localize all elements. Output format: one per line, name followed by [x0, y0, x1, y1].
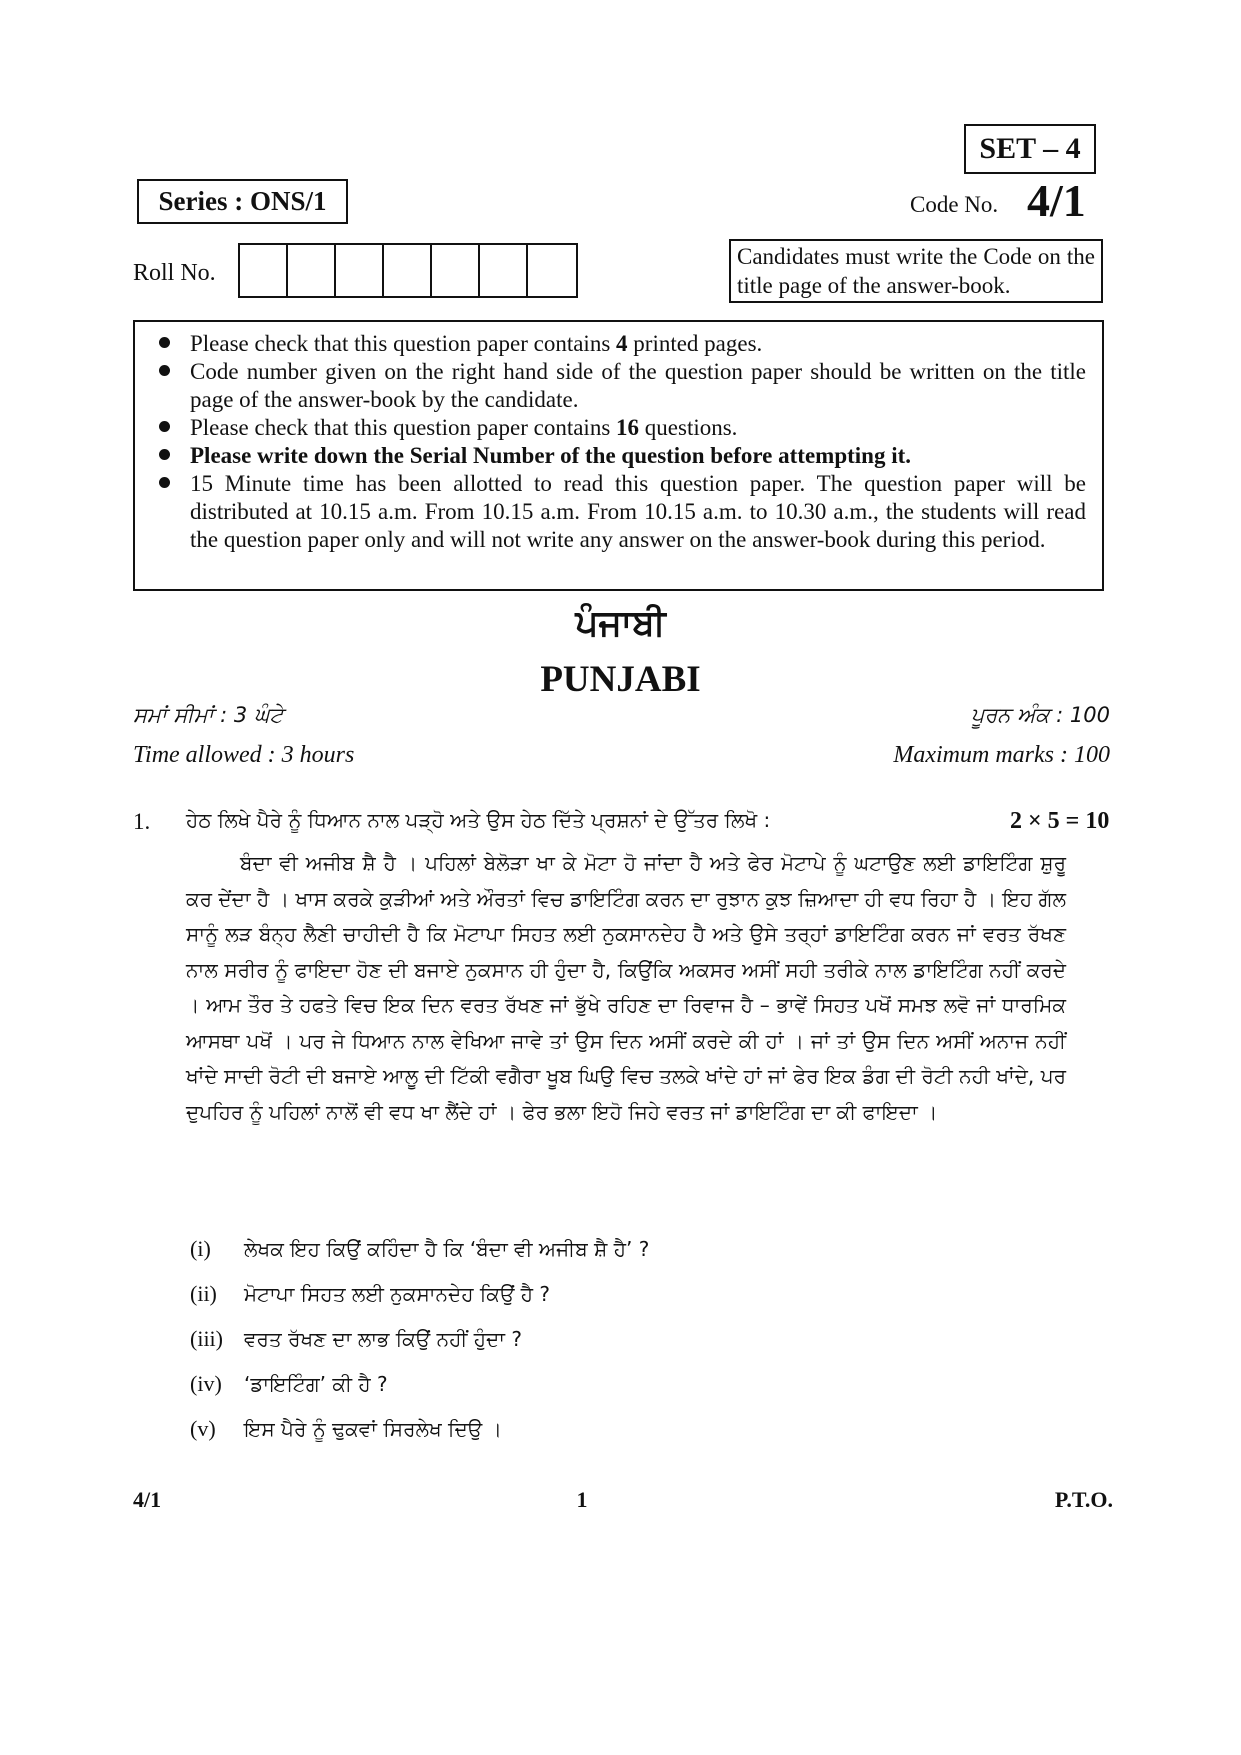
title-english: PUNJABI — [540, 659, 701, 700]
instruction-item: 15 Minute time has been allotted to read this question paper. The question paper will be distributed at 10.15 a.m. From 10.15 a.m. From 10.15 a.m. to 10.30 a.m., the students will read the question paper only and will not write any answer on the answer-book during this period. — [151, 470, 1086, 554]
sub-question-text: ਲੇਖਕ ਇਹ ਕਿਉਂ ਕਹਿੰਦਾ ਹੈ ਕਿ ‘ਬੰਦਾ ਵੀ ਅਜੀਬ ਸ਼ੈ ਹੈ’ ? — [244, 1237, 650, 1261]
max-marks-english: Maximum marks : 100 — [893, 742, 1110, 768]
sub-question-text: ‘ਡਾਇਟਿੰਗ’ ਕੀ ਹੈ ? — [244, 1372, 388, 1396]
bullet-icon — [159, 421, 170, 432]
passage: ਬੰਦਾ ਵੀ ਅਜੀਬ ਸ਼ੈ ਹੈ । ਪਹਿਲਾਂ ਬੇਲੋੜਾ ਖਾ ਕੇ ਮੋਟਾ ਹੋ ਜਾਂਦਾ ਹੈ ਅਤੇ ਫੇਰ ਮੋਟਾਪੇ ਨੂੰ ਘਟਾਉਣ ਲਈ ਡਾਇਟਿੰਗ ਸ਼ੁਰੂ ਕਰ ਦੇਂਦਾ ਹੈ । ਖਾਸ ਕਰਕੇ ਕੁੜੀਆਂ ਅਤੇ ਔਰਤਾਂ ਵਿਚ ਡਾਇਟਿੰਗ ਕਰਨ ਦਾ ਰੁਝਾਨ ਕੁਝ ਜ਼ਿਆਦਾ ਹੀ ਵਧ ਰਿਹਾ ਹੈ । ਇਹ ਗੱਲ ਸਾਨੂੰ ਲੜ ਬੰਨ੍ਹ ਲੈਣੀ ਚਾਹੀਦੀ ਹੈ ਕਿ ਮੋਟਾਪਾ ਸਿਹਤ ਲਈ ਨੁਕਸਾਨਦੇਹ ਹੈ ਅਤੇ ਉਸੇ ਤਰ੍ਹਾਂ ਡਾਇਟਿੰਗ ਕਰਨ ਜਾਂ ਵਰਤ ਰੱਖਣ ਨਾਲ ਸਰੀਰ ਨੂੰ ਫਾਇਦਾ ਹੋਣ ਦੀ ਬਜਾਏ ਨੁਕਸਾਨ ਹੀ ਹੁੰਦਾ ਹੈ, ਕਿਉਂਕਿ ਅਕਸਰ ਅਸੀਂ ਸਹੀ ਤਰੀਕੇ ਨਾਲ ਡਾਇਟਿੰਗ ਨਹੀਂ ਕਰਦੇ । ਆਮ ਤੌਰ ਤੇ ਹਫਤੇ ਵਿਚ ਇਕ ਦਿਨ ਵਰਤ ਰੱਖਣ ਜਾਂ ਭੁੱਖੇ ਰਹਿਣ ਦਾ ਰਿਵਾਜ ਹੈ – ਭਾਵੇਂ ਸਿਹਤ ਪਖੋਂ ਸਮਝ ਲਵੋ ਜਾਂ ਧਾਰਮਿਕ ਆਸਥਾ ਪਖੋਂ । ਪਰ ਜੇ ਧਿਆਨ ਨਾਲ ਵੇਖਿਆ ਜਾਵੇ ਤਾਂ ਉਸ ਦਿਨ ਅਸੀਂ ਕਰਦੇ ਕੀ ਹਾਂ । ਜਾਂ ਤਾਂ ਉਸ ਦਿਨ ਅਸੀਂ ਅਨਾਜ ਨਹੀਂ ਖਾਂਦੇ ਸਾਦੀ ਰੋਟੀ ਦੀ ਬਜਾਏ ਆਲੂ ਦੀ ਟਿੱਕੀ ਵਗੈਰਾ ਖੂਬ ਘਿਉ ਵਿਚ ਤਲਕੇ ਖਾਂਦੇ ਹਾਂ ਜਾਂ ਫੇਰ ਇਕ ਡੰਗ ਦੀ ਰੋਟੀ ਨਹੀ ਖਾਂਦੇ, ਪਰ ਦੁਪਹਿਰ ਨੂੰ ਪਹਿਲਾਂ ਨਾਲੋਂ ਵੀ ਵਧ ਖਾ ਲੈਂਦੇ ਹਾਂ । ਫੇਰ ਭਲਾ ਇਹੋ ਜਿਹੇ ਵਰਤ ਜਾਂ ਡਾਇਟਿੰਗ ਦਾ ਕੀ ਫਾਇਦਾ । — [186, 851, 1066, 1124]
roll-cell[interactable] — [336, 245, 384, 296]
question-marks: 2 × 5 = 10 — [1010, 808, 1110, 834]
bullet-icon — [159, 337, 170, 348]
page-number: 1 — [576, 1487, 588, 1512]
instructions-list — [151, 330, 1086, 554]
bullet-icon — [159, 449, 170, 460]
instruction-item: Please write down the Serial Number of the question before attempting it. — [151, 442, 1086, 470]
roll-cell[interactable] — [480, 245, 528, 296]
series-label: Series : ONS/1 — [137, 179, 348, 224]
sub-question-text: ਇਸ ਪੈਰੇ ਨੂੰ ਢੁਕਵਾਂ ਸਿਰਲੇਖ ਦਿਉ । — [244, 1417, 503, 1441]
roll-cell[interactable] — [528, 245, 576, 296]
roll-cell[interactable] — [240, 245, 288, 296]
sub-question-text: ਮੋਟਾਪਾ ਸਿਹਤ ਲਈ ਨੁਕਸਾਨਦੇਹ ਕਿਉਂ ਹੈ ? — [244, 1282, 551, 1306]
question-prompt: ਹੇਠ ਲਿਖੇ ਪੈਰੇ ਨੂੰ ਧਿਆਨ ਨਾਲ ਪੜ੍ਹੋ ਅਤੇ ਉਸ ਹੇਠ ਦਿੱਤੇ ਪ੍ਰਸ਼ਨਾਂ ਦੇ ਉੱਤਰ ਲਿਖੋ : — [186, 808, 771, 832]
title-punjabi: ਪੰਜਾਬੀ — [575, 603, 666, 644]
roll-cell[interactable] — [432, 245, 480, 296]
instruction-item: Please check that this question paper contains 4 printed pages. — [151, 330, 1086, 358]
roll-label: Roll No. — [133, 260, 216, 286]
sub-question-number: (i) — [190, 1236, 211, 1261]
set-label: SET – 4 — [964, 124, 1096, 174]
sub-question-number: (iii) — [190, 1326, 223, 1351]
code-label: Code No. — [910, 192, 999, 217]
sub-question-number: (ii) — [190, 1281, 217, 1306]
roll-number-boxes[interactable] — [238, 243, 578, 298]
sub-question-number: (iv) — [190, 1371, 222, 1396]
candidates-note: Candidates must write the Code on the title page of the answer-book. — [729, 239, 1103, 303]
roll-cell[interactable] — [288, 245, 336, 296]
instruction-item: Please check that this question paper contains 16 questions. — [151, 414, 1086, 442]
max-marks-punjabi: ਪੂਰਨ ਅੰਕ : 100 — [970, 703, 1110, 727]
sub-question-text: ਵਰਤ ਰੱਖਣ ਦਾ ਲਾਭ ਕਿਉਂ ਨਹੀਂ ਹੁੰਦਾ ? — [244, 1327, 522, 1351]
time-allowed-english: Time allowed : 3 hours — [133, 742, 355, 768]
instruction-item: Code number given on the right hand side of the question paper should be written on the title page of the answer-book by the candidate. — [151, 358, 1086, 414]
bullet-icon — [159, 365, 170, 376]
footer-pto: P.T.O. — [1054, 1487, 1113, 1512]
bullet-icon — [159, 477, 170, 488]
sub-question-number: (v) — [190, 1416, 216, 1441]
code-value: 4/1 — [1027, 175, 1086, 226]
roll-cell[interactable] — [384, 245, 432, 296]
question-number: 1. — [133, 809, 151, 834]
time-allowed-punjabi: ਸਮਾਂ ਸੀਮਾਂ : 3 ਘੰਟੇ — [133, 703, 284, 727]
instructions-box — [133, 320, 1104, 591]
footer-code: 4/1 — [133, 1487, 162, 1512]
